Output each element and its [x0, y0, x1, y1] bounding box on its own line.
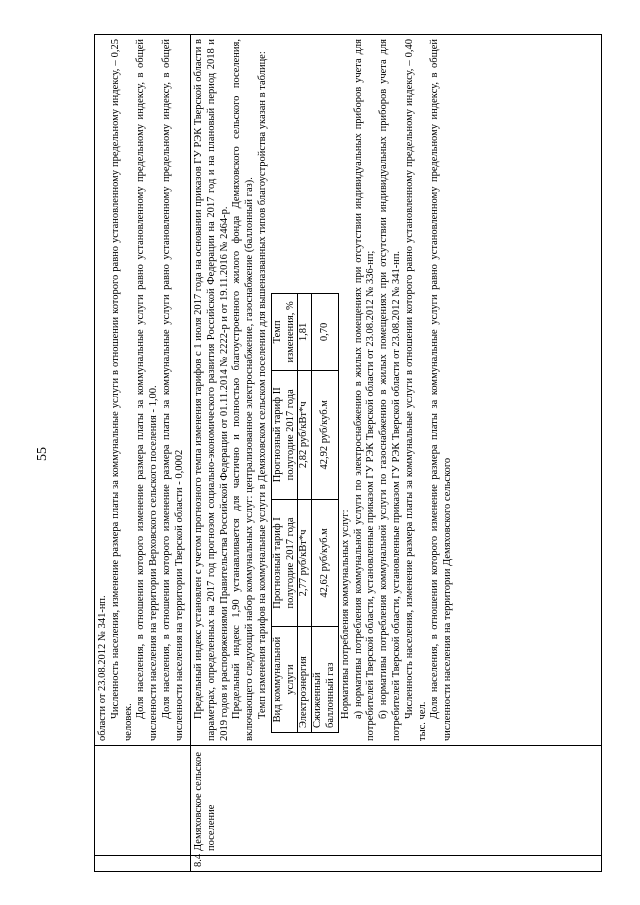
tariff-header: Прогнозный тариф II полугодие 2017 года — [271, 370, 298, 499]
cell-content-top — [95, 35, 191, 746]
page-number: 55 — [35, 447, 50, 461]
paragraph: б) нормативы потребления коммунальной услуги по газоснабжению в жилых помещениях при отсутствии индивидуальных приборов учета для потребителей Тверской области, установленные приказом ГУ РЭК Тверской области от 23.08.2012 № 341-нп. — [378, 39, 402, 741]
paragraph: Численность населения, изменение размера платы за коммунальные услуги в отношении которого равно установленному предельному индексу, – 0,25 человек. — [109, 39, 134, 741]
paragraph: Доля населения, в отношении которого изменение размера платы за коммунальные услуги равно установленному предельному индексу, в общей численности населения на территории Демяховского сельского — [429, 39, 454, 741]
tariff-cell: 1,81 — [298, 294, 312, 371]
paragraph: а) нормативы потребления коммунальной услуги по электроснабжению в жилых помещениях при отсутствии индивидуальных приборов учета для потребителей Тверской области, установленные приказом ГУ РЭК Тверской области от 23.08.2012 № 336-нп; — [352, 39, 377, 741]
paragraph: области от 23.08.2012 № 341-нп. — [97, 595, 108, 741]
tariff-header-row — [271, 294, 298, 733]
row-number: 8.4 — [191, 856, 602, 872]
table-row-demyakhovskoe — [191, 35, 602, 872]
tariff-cell: 42,92 руб/куб.м — [312, 370, 339, 499]
tariff-cell: Электроэнергия — [298, 627, 312, 733]
tariff-header: Вид коммунальной услуги — [271, 627, 298, 733]
tariff-cell: 2,77 руб/кВт*ч — [298, 499, 312, 626]
cell-content-main — [191, 35, 602, 746]
paragraph: Предельный индекс 1,90 устанавливается для частично и полностью благоустроенного жилого фонда Демяховского сельского поселения, включающего следующий набор коммунальных услуг: централизованное электроснабжение, газоснабжение (баллонный газ). — [231, 39, 256, 741]
tariff-cell: 42,62 руб/куб.м — [312, 499, 339, 626]
settlement-name: Демяховское сельское поселение — [191, 746, 602, 856]
cell-number-empty — [95, 856, 191, 872]
paragraph: Доля населения, в отношении которого изменение размера платы за коммунальные услуги равно установленному предельному индексу, в общей численности населения на территории Тверской области - 0,0002 — [160, 39, 185, 741]
paragraph: Предельный индекс установлен с учетом прогнозного темпа изменения тарифов с 1 июля 2017 года на основании приказов ГУ РЭК Тверской области в параметрах, определенных на 2017 год прогнозом социально-экономического развития Российской Федерации на 2017 год и на плановый период 2018 и 2019 годов и распоряжениями Правительства Российской Федерации от 01.11.2014 № 2222-р и от 19.11.2016 № 2464-р. — [193, 39, 230, 741]
tariff-cell: Сжиженный баллонный газ — [312, 627, 339, 733]
tariff-row — [298, 294, 312, 733]
tariff-cell: 2,82 руб/кВт*ч — [298, 370, 312, 499]
tariff-header: Прогнозный тариф I полугодие 2017 года — [271, 499, 298, 626]
tariff-table — [271, 293, 339, 733]
document-table — [94, 34, 602, 872]
tariff-row — [312, 294, 339, 733]
tariff-cell: 0,70 — [312, 294, 339, 371]
cell-name-empty — [95, 746, 191, 856]
rotated-page-content — [94, 34, 602, 872]
table-row-continuation — [95, 35, 191, 872]
paragraph: Численность населения, изменение размера платы за коммунальные услуги в отношении которого равно установленному предельному индексу, – 0,40 тыс. чел. — [403, 39, 428, 741]
paragraph: Темп изменения тарифов на коммунальные услуги в Демяховском сельском поселении для вышеназванных типов благоустройства указан в таблице: — [256, 51, 268, 719]
tariff-header: Темп изменения, % — [271, 294, 298, 371]
paragraph: Нормативы потребления коммунальных услуг: — [339, 509, 351, 719]
paragraph: Доля населения, в отношении которого изменение размера платы за коммунальные услуги равно установленному предельному индексу, в общей численности населения на территории Верховского сельского поселения - 1,00. — [135, 39, 160, 741]
